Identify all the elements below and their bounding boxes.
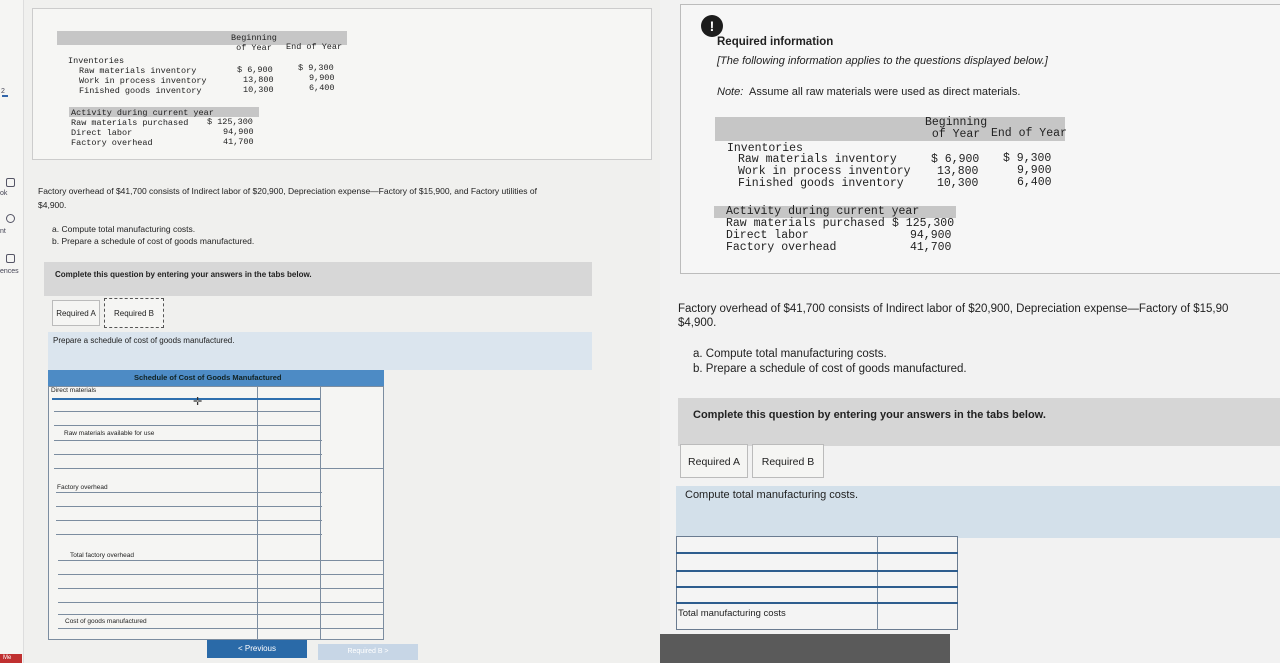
activity-label: Direct labor — [726, 229, 809, 242]
inventory-begin-value: 10,300 — [243, 85, 274, 95]
background-surface — [660, 634, 950, 663]
activity-value: $ 125,300 — [892, 217, 955, 230]
activity-value: $ 125,300 — [207, 117, 253, 127]
note-text: Assume all raw materials were used as direct materials. — [749, 86, 1021, 98]
col-beginning-of-year: Beginning of Year — [231, 33, 277, 53]
task-a: a. Compute total manufacturing costs. — [52, 224, 196, 234]
references-icon[interactable] — [6, 254, 15, 263]
inventory-begin-value: 13,800 — [243, 75, 274, 85]
right-photo-panel — [660, 0, 1280, 663]
schedule-input-row[interactable] — [54, 468, 384, 469]
inventory-end-value: 9,900 — [309, 73, 335, 83]
tab-instruction-bar — [48, 332, 592, 370]
inventory-begin-value: $ 6,900 — [237, 65, 273, 75]
col-end-of-year: End of Year — [286, 42, 343, 52]
table-input-row[interactable] — [676, 586, 958, 588]
schedule-input-row[interactable] — [54, 440, 322, 441]
previous-button[interactable]: < Previous — [207, 640, 307, 658]
schedule-label-cogm: Cost of goods manufactured — [65, 618, 147, 625]
schedule-input-row[interactable] — [54, 425, 320, 426]
schedule-title: Schedule of Cost of Goods Manufactured — [134, 373, 282, 382]
activity-value: 41,700 — [223, 137, 254, 147]
activity-value: 94,900 — [223, 127, 254, 137]
total-manufacturing-costs-label: Total manufacturing costs — [678, 608, 786, 619]
inventories-title: Inventories — [68, 56, 125, 66]
inventory-end-value: 9,900 — [1017, 164, 1052, 177]
sidebar-item-number[interactable]: 2 — [1, 88, 5, 95]
schedule-input-row[interactable] — [58, 602, 384, 603]
overhead-note-cont: $4,900. — [678, 317, 717, 329]
book-icon[interactable] — [6, 178, 15, 187]
schedule-input-row[interactable] — [54, 454, 322, 455]
col-beginning-of-year: Beginning of Year — [925, 116, 988, 141]
cogm-schedule — [48, 370, 384, 640]
applies-note: [The following information applies to the questions displayed below.] — [717, 55, 1048, 67]
overhead-note: Factory overhead of $41,700 consists of Indirect labor of $20,900, Depreciation expense—Factory of $15,90 — [678, 303, 1229, 315]
tab-required-b[interactable]: Required B — [752, 444, 824, 478]
table-input-row[interactable] — [676, 552, 958, 554]
table-input-row[interactable] — [676, 570, 958, 572]
schedule-input-row[interactable] — [58, 560, 384, 561]
table-input-row[interactable] — [676, 602, 958, 604]
cursor-crosshair-icon: ✛ — [193, 396, 203, 408]
activity-title: Activity during current year — [726, 205, 920, 218]
inventory-end-value: $ 9,300 — [298, 63, 334, 73]
sidebar-item-print[interactable]: nt — [0, 228, 6, 235]
required-info-title: Required information — [717, 36, 834, 48]
inventory-end-value: 6,400 — [1017, 176, 1052, 189]
schedule-input-row[interactable] — [56, 492, 322, 493]
schedule-input-row[interactable] — [56, 534, 322, 535]
schedule-label-direct-materials: Direct materials — [51, 387, 97, 394]
inventory-begin-value: 13,800 — [937, 165, 979, 178]
col-end-of-year: End of Year — [991, 127, 1067, 140]
activity-title: Activity during current year — [71, 108, 214, 118]
schedule-input-row[interactable] — [58, 628, 384, 629]
activity-value: 41,700 — [910, 241, 952, 254]
sidebar-item-ebook[interactable]: ok — [0, 190, 8, 197]
overhead-note: Factory overhead of $41,700 consists of Indirect labor of $20,900, Depreciation expense—Factory of $15,900, and Factory utilities of — [38, 186, 537, 196]
note-label: Note: — [717, 86, 744, 98]
inventory-label: Finished goods inventory — [738, 177, 904, 190]
tab-required-a[interactable]: Required A — [680, 444, 748, 478]
info-box — [32, 8, 652, 160]
inventory-label: Finished goods inventory — [79, 86, 202, 96]
instructions-bar — [678, 398, 1280, 446]
task-a: a. Compute total manufacturing costs. — [693, 348, 887, 360]
inventory-begin-value: 10,300 — [937, 177, 979, 190]
schedule-input-row[interactable] — [58, 614, 384, 615]
overhead-note-cont: $4,900. — [38, 200, 67, 210]
tab-required-b[interactable]: Required B — [104, 298, 164, 328]
activity-label: Factory overhead — [71, 138, 153, 148]
sidebar-active-indicator — [2, 95, 8, 97]
activity-value: 94,900 — [910, 229, 952, 242]
schedule-input-row[interactable] — [54, 411, 320, 412]
schedule-input-row[interactable] — [56, 520, 322, 521]
inventory-label: Work in process inventory — [738, 165, 911, 178]
alert-icon: ! — [701, 15, 723, 37]
tab-instruction: Compute total manufacturing costs. — [685, 489, 859, 501]
inventory-end-value: $ 9,300 — [1003, 152, 1052, 165]
activity-label: Direct labor — [71, 128, 133, 138]
activity-label: Raw materials purchased — [71, 118, 189, 128]
next-required-b-button[interactable]: Required B > — [318, 644, 418, 660]
inventory-begin-value: $ 6,900 — [931, 153, 980, 166]
total-manufacturing-costs-input[interactable] — [878, 606, 958, 629]
schedule-label-total-overhead: Total factory overhead — [70, 552, 134, 559]
schedule-input-row[interactable] — [52, 398, 320, 400]
instructions-bar — [44, 262, 592, 296]
inventory-label: Raw materials inventory — [79, 66, 197, 76]
tab-required-a[interactable]: Required A — [52, 300, 100, 326]
total-manufacturing-costs-table — [676, 530, 958, 630]
print-icon[interactable] — [6, 214, 15, 223]
activity-label: Factory overhead — [726, 241, 837, 254]
schedule-label-raw-available: Raw materials available for use — [64, 430, 155, 437]
task-b: b. Prepare a schedule of cost of goods manufactured. — [693, 363, 967, 375]
complete-instruction: Complete this question by entering your answers in the tabs below. — [55, 270, 312, 279]
activity-label: Raw materials purchased — [726, 217, 885, 230]
schedule-input-row[interactable] — [58, 588, 384, 589]
schedule-label-factory-overhead: Factory overhead — [57, 484, 108, 491]
inventory-label: Work in process inventory — [79, 76, 207, 86]
mcgraw-hill-logo: Me — [0, 654, 22, 663]
sidebar-item-references[interactable]: ences — [0, 268, 19, 275]
inventory-end-value: 6,400 — [309, 83, 335, 93]
inventories-title: Inventories — [727, 142, 803, 155]
required-info-box — [680, 4, 1280, 274]
complete-instruction: Complete this question by entering your answers in the tabs below. — [693, 409, 1046, 421]
task-b: b. Prepare a schedule of cost of goods manufactured. — [52, 236, 255, 246]
left-sidebar — [0, 0, 24, 663]
inventory-label: Raw materials inventory — [738, 153, 897, 166]
schedule-input-row[interactable] — [56, 506, 322, 507]
tab-instruction: Prepare a schedule of cost of goods manufactured. — [53, 336, 235, 345]
schedule-input-row[interactable] — [58, 574, 384, 575]
